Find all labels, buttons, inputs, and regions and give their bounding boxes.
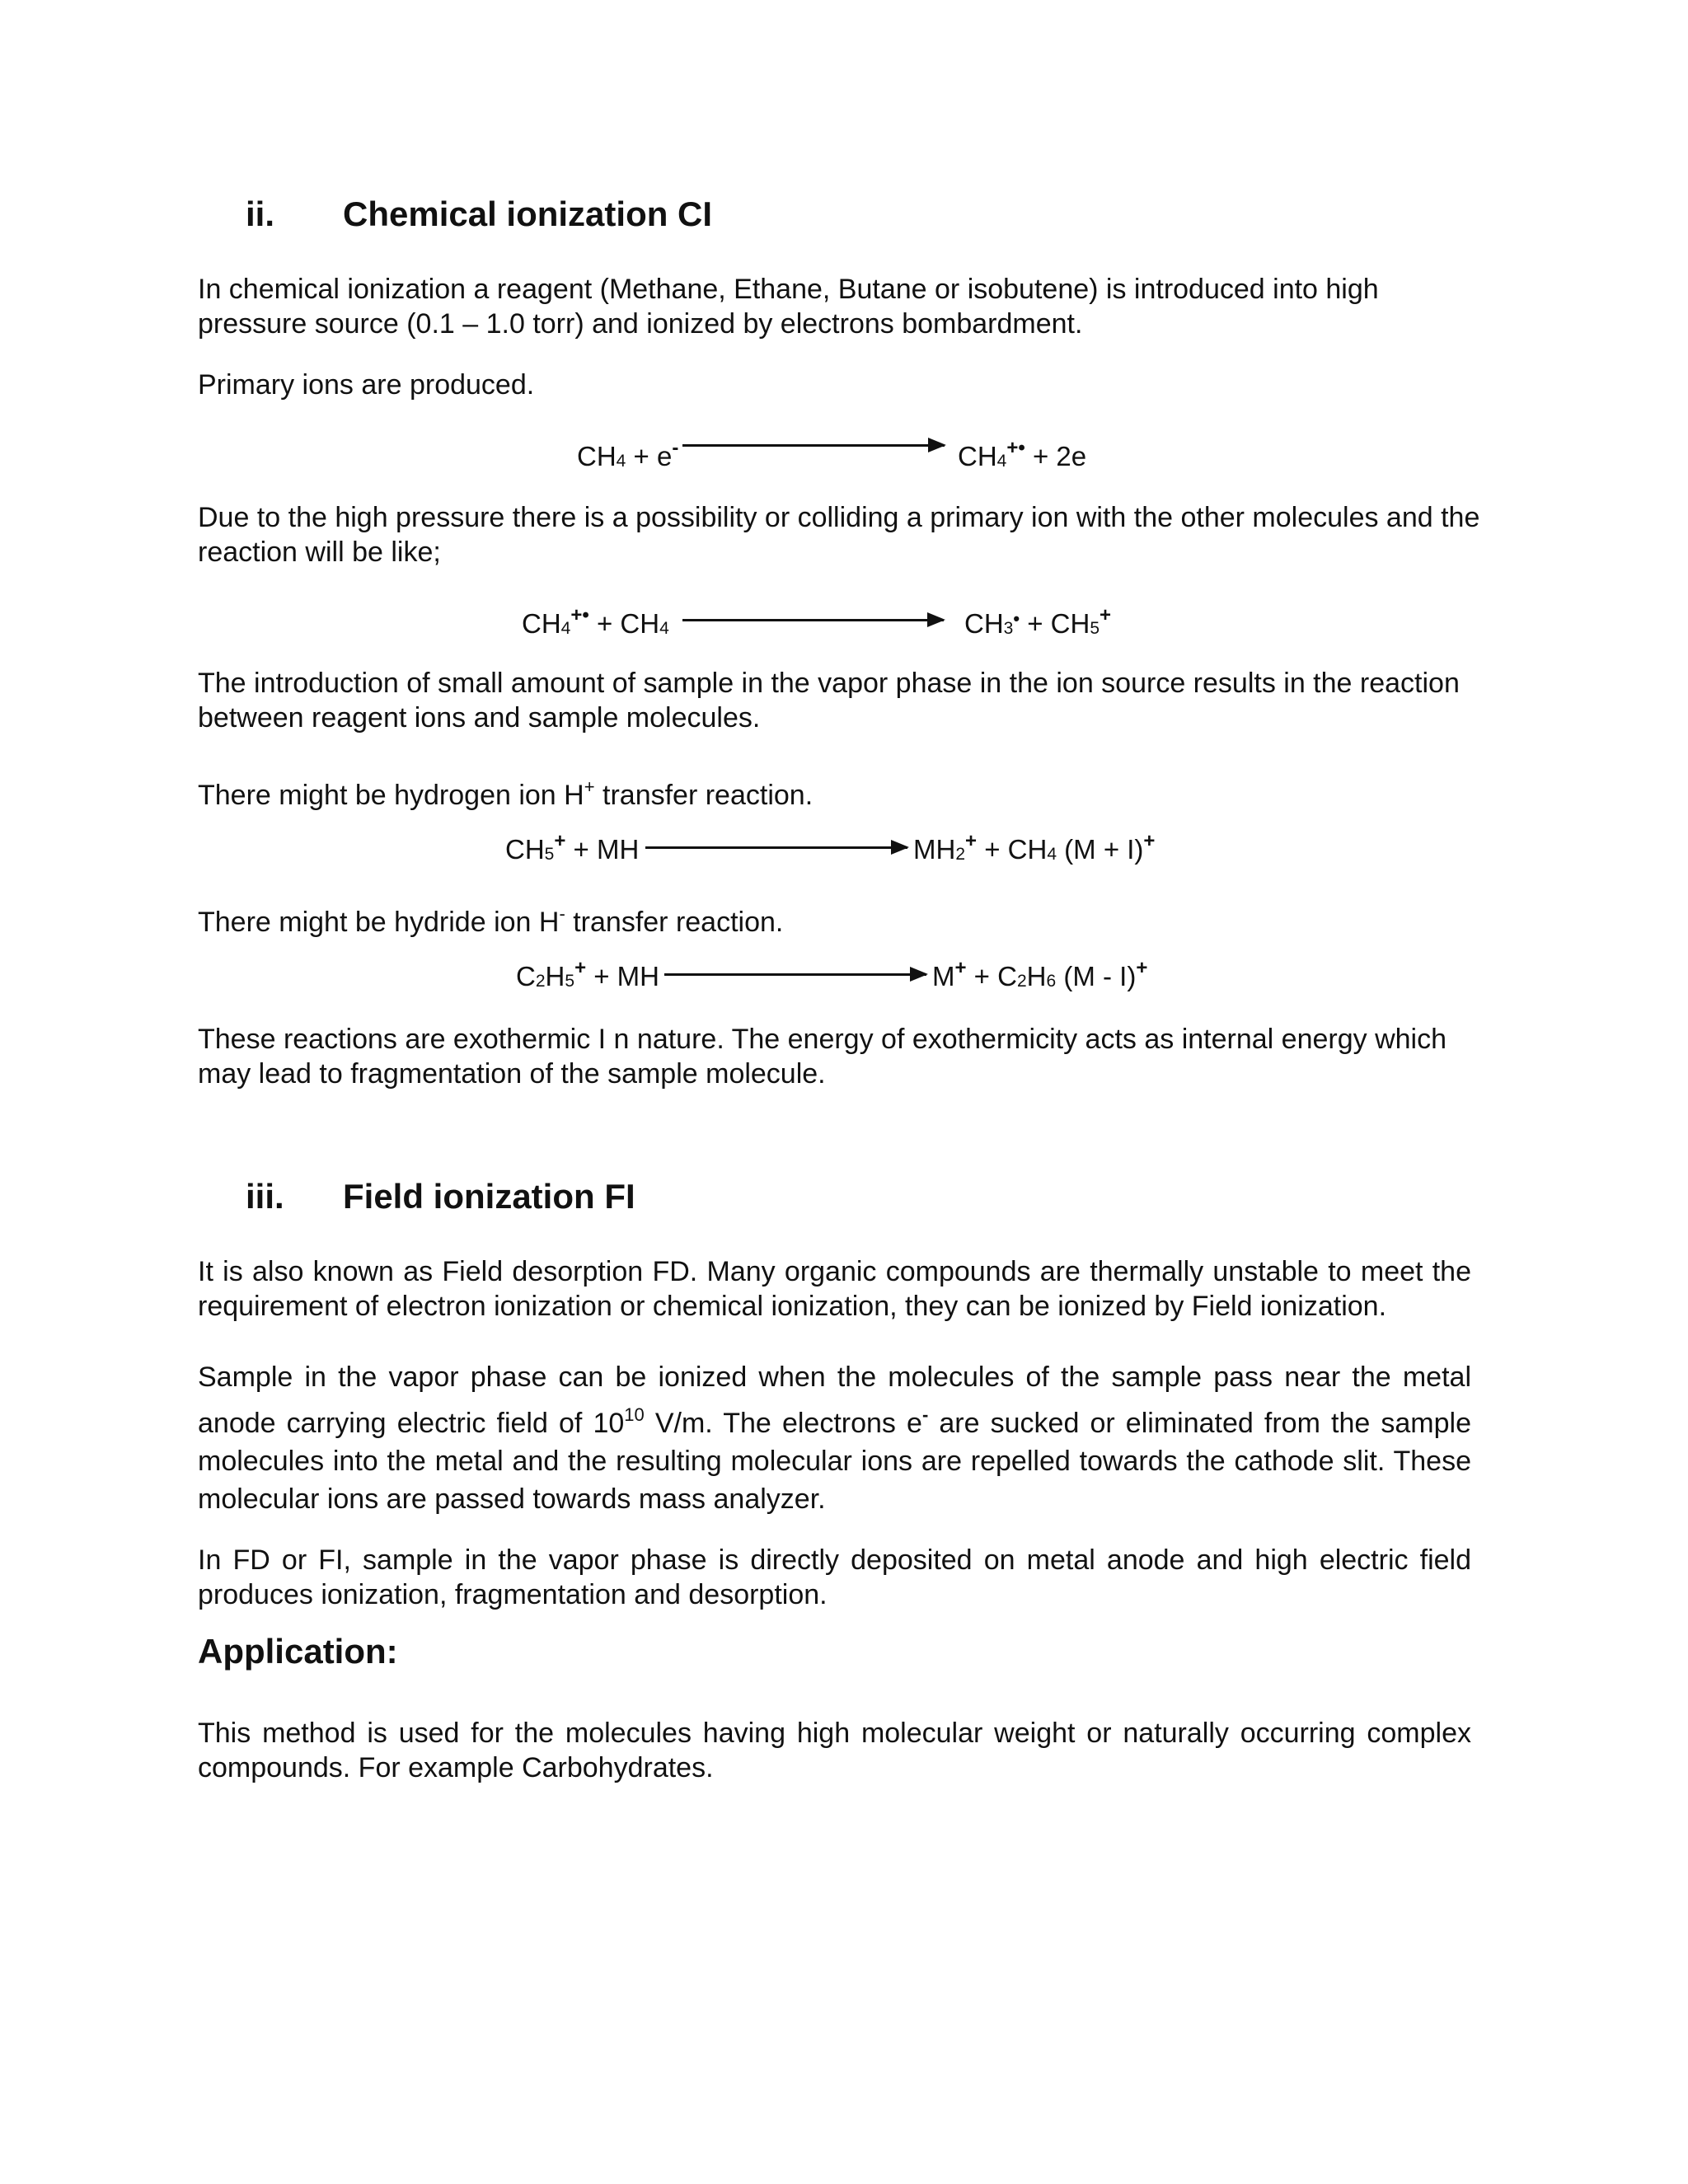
text-line: These reactions are exothermic I n nature. The energy of exothermicity acts as internal energy which — [198, 1024, 1447, 1055]
paragraph-sample-intro — [198, 666, 1471, 735]
application-heading: Application: — [198, 1632, 398, 1671]
text-line: Primary ions are produced. — [198, 369, 535, 401]
equation-reactants: CH4 + e- — [577, 437, 679, 471]
reaction-arrow — [645, 846, 907, 849]
paragraph-hydrogen-transfer — [198, 770, 1471, 813]
equation-1 — [577, 437, 1154, 478]
equation-reactants: CH4+• + CH4 — [522, 604, 669, 639]
text-line: Due to the high pressure there is a possibility or colliding a primary ion with the other molecules and the — [198, 502, 1480, 533]
equation-reactants: C2H5+ + MH — [516, 957, 660, 991]
equation-reactants: CH5+ + MH — [505, 830, 640, 865]
paragraph-application: This method is used for the molecules having high molecular weight or naturally occurring complex compounds. For example Carbohydrates. — [198, 1718, 1471, 1783]
equation-products: CH3• + CH5+ — [964, 604, 1112, 639]
section-title: Chemical ionization CI — [343, 194, 713, 233]
equation-products: CH4+• + 2e — [958, 437, 1087, 471]
equation-2 — [522, 604, 1181, 645]
paragraph-ci-intro — [198, 272, 1471, 341]
text-line: reaction will be like; — [198, 537, 441, 568]
text-line: between reagent ions and sample molecules. — [198, 702, 761, 733]
paragraph-fi-2: Sample in the vapor phase can be ionized when the molecules of the sample pass near the metal anode carrying electric field of $10^{10}$ V/m. The electrons e- are sucked or eliminated from the sample molecules into the metal and the resulting molecular ions are repelled towards the cathode slit. These molecular ions are passed towards mass analyzer. — [198, 1361, 1471, 1515]
paragraph-exothermic — [198, 1022, 1471, 1091]
paragraph-primary-ions — [198, 368, 1471, 402]
reaction-arrow — [682, 444, 945, 447]
section-title: Field ionization FI — [343, 1177, 635, 1216]
equation-3 — [505, 830, 1247, 871]
equation-4 — [516, 957, 1258, 998]
paragraph-fi-3: In FD or FI, sample in the vapor phase is directly deposited on metal anode and high electric field produces ionization, fragmentation and desorption. — [198, 1544, 1471, 1610]
text-line: There might be hydrogen ion H+ transfer reaction. — [198, 776, 814, 811]
section-numeral: iii. — [246, 1177, 284, 1216]
text-line: The introduction of small amount of sample in the vapor phase in the ion source results in the reaction — [198, 668, 1460, 699]
equation-products: MH2+ + CH4 (M + I)+ — [913, 830, 1156, 865]
reaction-arrow — [682, 619, 944, 621]
section-numeral: ii. — [246, 194, 275, 233]
equation-products: M+ + C2H6 (M - I)+ — [932, 957, 1148, 991]
text-line: may lead to fragmentation of the sample molecule. — [198, 1058, 826, 1090]
text-line: There might be hydride ion H- transfer reaction. — [198, 903, 784, 938]
paragraph-hydride-transfer — [198, 897, 1471, 940]
paragraph-fi-1: It is also known as Field desorption FD. Many organic compounds are thermally unstable to meet the requirement of electron ionization or chemical ionization, they can be ionized by Field ionization. — [198, 1256, 1471, 1322]
text-line: pressure source (0.1 – 1.0 torr) and ionized by electrons bombardment. — [198, 308, 1083, 340]
text-line: In chemical ionization a reagent (Methane, Ethane, Butane or isobutene) is introduced into high — [198, 274, 1379, 305]
paragraph-high-pressure — [198, 500, 1480, 569]
reaction-arrow — [664, 973, 926, 976]
